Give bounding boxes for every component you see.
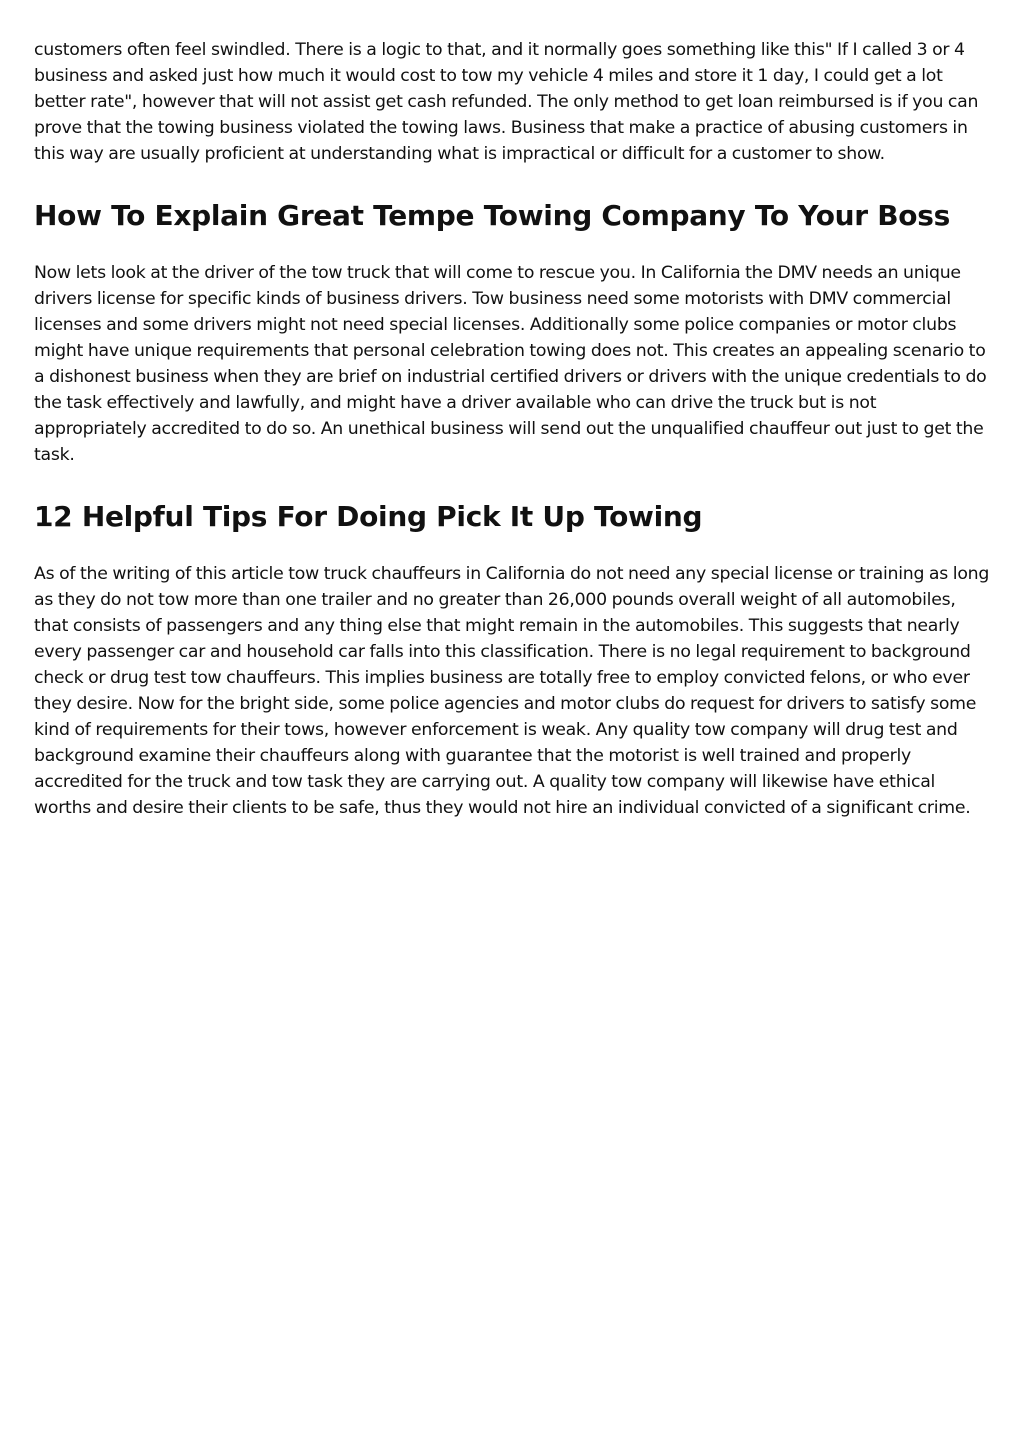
section-heading-pick-it-up-towing: 12 Helpful Tips For Doing Pick It Up Towing xyxy=(34,500,703,533)
paragraph-driver: Now lets look at the driver of the tow truck that will come to rescue you. In California the DMV needs an unique drivers license for specific kinds of business drivers. Tow business need some motorists with DMV commercial licenses and some drivers might not need special licenses. Additionally some police companies or motor clubs might have unique requirements that personal celebration towing does not. This creates an appealing scenario to a dishonest business when they are brief on industrial certified drivers or drivers with the unique credentials to do the task effectively and lawfully, and might have a driver available who can drive the truck but is not appropriately accredited to do so. An unethical business will send out the unqualified chauffeur out just to get the task. xyxy=(34,263,987,465)
section-heading-tempe-towing: How To Explain Great Tempe Towing Company To Your Boss xyxy=(34,199,950,232)
paragraph-license-requirements: As of the writing of this article tow truck chauffeurs in California do not need any special license or training as long as they do not tow more than one trailer and no greater than 26,000 pounds overall weight of all automobiles, that consists of passengers and any thing else that might remain in the automobiles. This suggests that nearly every passenger car and household car falls into this classification. There is no legal requirement to background check or drug test tow chauffeurs. This implies business are totally free to employ convicted felons, or who ever they desire. Now for the bright side, some police agencies and motor clubs do request for drivers to satisfy some kind of requirements for their tows, however enforcement is weak. Any quality tow company will drug test and background examine their chauffeurs along with guarantee that the motorist is well trained and properly accredited for the truck and tow task they are carrying out. A quality tow company will likewise have ethical worths and desire their clients to be safe, thus they would not hire an individual convicted of a significant crime. xyxy=(34,564,990,818)
paragraph-intro: customers often feel swindled. There is a logic to that, and it normally goes something like this" If I called 3 or 4 business and asked just how much it would cost to tow my vehicle 4 miles and store it 1 day, I could get a lot better rate", however that will not assist get cash refunded. The only method to get loan reimbursed is if you can prove that the towing business violated the towing laws. Business that make a practice of abusing customers in this way are usually proficient at understanding what is impractical or difficult for a customer to show. xyxy=(34,40,979,164)
